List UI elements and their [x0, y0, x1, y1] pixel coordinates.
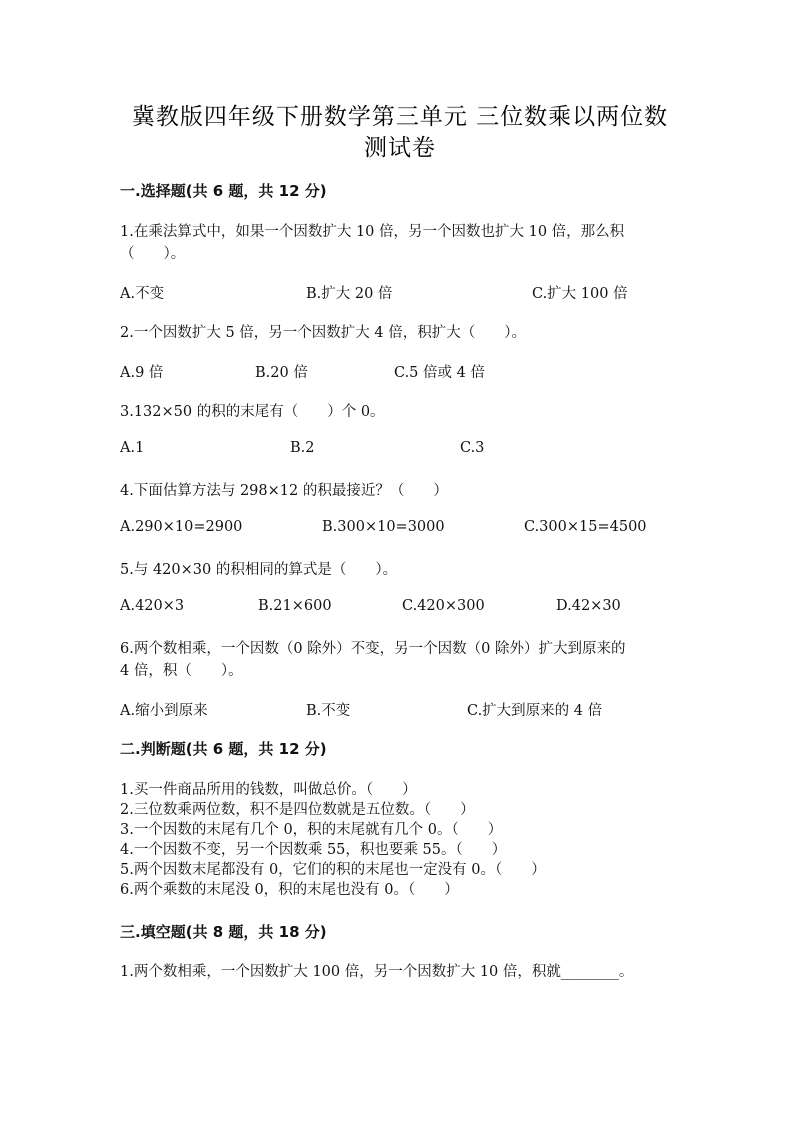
question-2-option-c: C.5 倍或 4 倍 [394, 365, 485, 381]
question-2-option-b: B.20 倍 [255, 365, 308, 381]
question-5-option-c: C.420×300 [402, 598, 485, 614]
question-5-option-a: A.420×3 [120, 598, 185, 614]
question-4-option-c: C.300×15=4500 [524, 519, 647, 535]
question-1-text: 1.在乘法算式中，如果一个因数扩大 10 倍，另一个因数也扩大 10 倍，那么积 [120, 224, 625, 240]
question-3-option-b: B.2 [290, 440, 315, 456]
judgement-item-2: 2.三位数乘两位数，积不是四位数就是五位数。（ ） [120, 802, 475, 818]
judgement-item-6: 6.两个乘数的末尾没 0，积的末尾也没有 0。（ ） [120, 882, 459, 898]
question-5-option-d: D.42×30 [556, 598, 621, 614]
question-6-option-c: C.扩大到原来的 4 倍 [467, 703, 603, 719]
question-5-option-b: B.21×600 [258, 598, 332, 614]
judgement-item-1: 1.买一件商品所用的钱数，叫做总价。（ ） [120, 782, 417, 798]
page-title-line2: 测试卷 [364, 135, 436, 161]
question-6-option-b: B.不变 [306, 703, 351, 719]
judgement-item-4: 4.一个因数不变，另一个因数乘 55，积也要乘 55。（ ） [120, 842, 507, 858]
question-4-option-b: B.300×10=3000 [322, 519, 445, 535]
section-heading-choice: 一.选择题(共 6 题，共 12 分) [120, 182, 327, 200]
question-6-text-line2: 4 倍，积（ ）。 [120, 663, 243, 679]
question-1-option-c: C.扩大 100 倍 [532, 286, 628, 302]
question-3-option-a: A.1 [120, 440, 145, 456]
section-heading-fill-in: 三.填空题(共 8 题，共 18 分) [120, 923, 327, 941]
question-3-text: 3.132×50 的积的末尾有（ ）个 0。 [120, 404, 385, 420]
question-3-option-c: C.3 [460, 440, 485, 456]
judgement-item-3: 3.一个因数的末尾有几个 0，积的末尾就有几个 0。（ ） [120, 822, 503, 838]
judgement-item-5: 5.两个因数末尾都没有 0，它们的积的末尾也一定没有 0。（ ） [120, 862, 546, 878]
question-2-text: 2.一个因数扩大 5 倍，另一个因数扩大 4 倍，积扩大（ ）。 [120, 325, 526, 341]
question-1-text-line2: （ ）。 [120, 246, 186, 262]
question-5-text: 5.与 420×30 的积相同的算式是（ ）。 [120, 562, 398, 578]
question-1-option-b: B.扩大 20 倍 [306, 286, 393, 302]
page-title: 冀教版四年级下册数学第三单元 三位数乘以两位数 [131, 104, 669, 130]
question-4-option-a: A.290×10=2900 [120, 519, 243, 535]
question-1-option-a: A.不变 [120, 286, 165, 302]
question-6-option-a: A.缩小到原来 [120, 703, 208, 719]
section-heading-judgement: 二.判断题(共 6 题，共 12 分) [120, 740, 327, 758]
fill-in-item-1: 1.两个数相乘，一个因数扩大 100 倍，另一个因数扩大 10 倍，积就________。 [120, 964, 634, 980]
question-6-text: 6.两个数相乘，一个因数（0 除外）不变，另一个因数（0 除外）扩大到原来的 [120, 641, 626, 657]
question-4-text: 4.下面估算方法与 298×12 的积最接近？（ ） [120, 483, 448, 499]
question-2-option-a: A.9 倍 [120, 365, 164, 381]
